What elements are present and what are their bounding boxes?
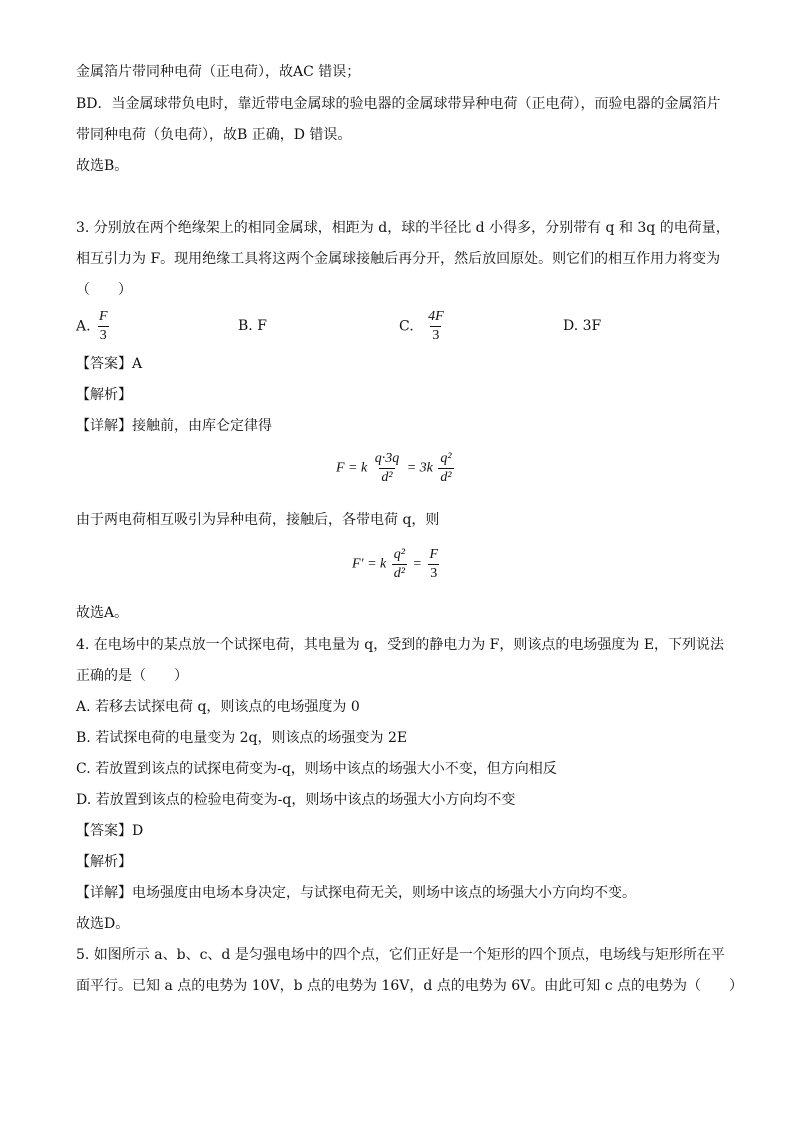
conclusion-text: 故选D。 — [76, 916, 130, 932]
analysis-label: 【解析】 — [76, 854, 132, 870]
equation-fraction — [438, 450, 453, 487]
option-a — [76, 308, 112, 345]
text-line: 金属箔片带同种电荷（正电荷），故AC 错误； — [76, 64, 361, 80]
question-3-stem: 相互引力为 F。现用绝缘工具将这两个金属球接触后再分开，然后放回原处。则它们的相互作用力将变为 — [76, 251, 721, 267]
equation-after-contact — [352, 546, 442, 583]
fraction-denominator: 3 — [99, 328, 107, 343]
fraction-numerator: q·3q — [374, 451, 400, 466]
option-c: C. 若放置到该点的试探电荷变为-q，则场中该点的场强大小不变，但方向相反 — [76, 761, 557, 777]
fraction-denominator: 3 — [430, 566, 438, 581]
detail-text: 【详解】接触前，由库仑定律得 — [76, 418, 272, 434]
question-5-stem: 5. 如图所示 a、b、c、d 是匀强电场中的四个点，它们正好是一个矩形的四个顶点，电场线与矩形所在平 — [76, 947, 725, 963]
fraction-numerator: q² — [440, 451, 452, 466]
option-c — [399, 308, 448, 345]
fraction-numerator: q² — [393, 547, 405, 562]
question-4-stem: 4. 在电场中的某点放一个试探电荷，其电量为 q，受到的静电力为 F，则该点的电场强度为 E，下列说法 — [76, 637, 725, 653]
equation-fraction — [427, 546, 440, 583]
text-line: BD．当金属球带负电时，靠近带电金属球的验电器的金属球带异种电荷（正电荷），而验电器的金属箔片 — [76, 96, 721, 112]
answer-label: 【答案】A — [76, 356, 143, 372]
equation-middle: = — [412, 556, 422, 572]
conclusion-text: 故选A。 — [76, 605, 129, 621]
fraction-numerator: F — [429, 547, 438, 562]
fraction-numerator: F — [99, 309, 108, 324]
answer-label: 【答案】D — [76, 823, 144, 839]
text-line: 故选B。 — [76, 158, 129, 174]
option-b: B. 若试探电荷的电量变为 2q，则该点的场强变为 2E — [76, 730, 408, 746]
question-4-stem: 正确的是（ ） — [76, 668, 188, 684]
question-3-stem: 3. 分别放在两个绝缘架上的相同金属球，相距为 d，球的半径比 d 小得多，分别带有 q 和 3q 的电荷量， — [76, 220, 730, 236]
option-fraction — [426, 308, 446, 345]
option-d: D. 3F — [563, 318, 602, 334]
detail-text: 由于两电荷相互吸引为异种电荷，接触后，各带电荷 q，则 — [76, 512, 440, 528]
equation-lhs: F′ = k — [352, 556, 387, 572]
equation-fraction — [392, 546, 407, 583]
analysis-label: 【解析】 — [76, 387, 132, 403]
option-d: D. 若放置到该点的检验电荷变为-q，则场中该点的场强大小方向均不变 — [76, 792, 516, 808]
question-5-stem: 面平行。已知 a 点的电势为 10V，b 点的电势为 16V，d 点的电势为 6V。由此可知 c 点的电势为（ ） — [76, 978, 744, 994]
text-line: 带同种电荷（负电荷），故B 正确，D 错误。 — [76, 127, 352, 143]
equation-lhs: F = k — [336, 460, 368, 476]
fraction-numerator: 4F — [428, 309, 444, 324]
question-3-blank: （ ） — [76, 282, 132, 298]
fraction-denominator: d² — [393, 566, 405, 581]
equation-middle: = 3k — [406, 460, 433, 476]
option-label: A. — [76, 318, 91, 335]
fraction-denominator: 3 — [432, 328, 440, 343]
fraction-denominator: d² — [381, 470, 393, 485]
option-fraction — [97, 308, 110, 345]
fraction-denominator: d² — [440, 470, 452, 485]
option-a: A. 若移去试探电荷 q，则该点的电场强度为 0 — [76, 699, 360, 715]
detail-text: 【详解】电场强度由电场本身决定，与试探电荷无关，则场中该点的场强大小方向均不变。 — [76, 885, 636, 901]
option-label: C. — [399, 318, 414, 335]
equation-fraction — [373, 450, 402, 487]
equation-coulomb — [336, 450, 456, 487]
option-b: B. F — [238, 318, 267, 334]
